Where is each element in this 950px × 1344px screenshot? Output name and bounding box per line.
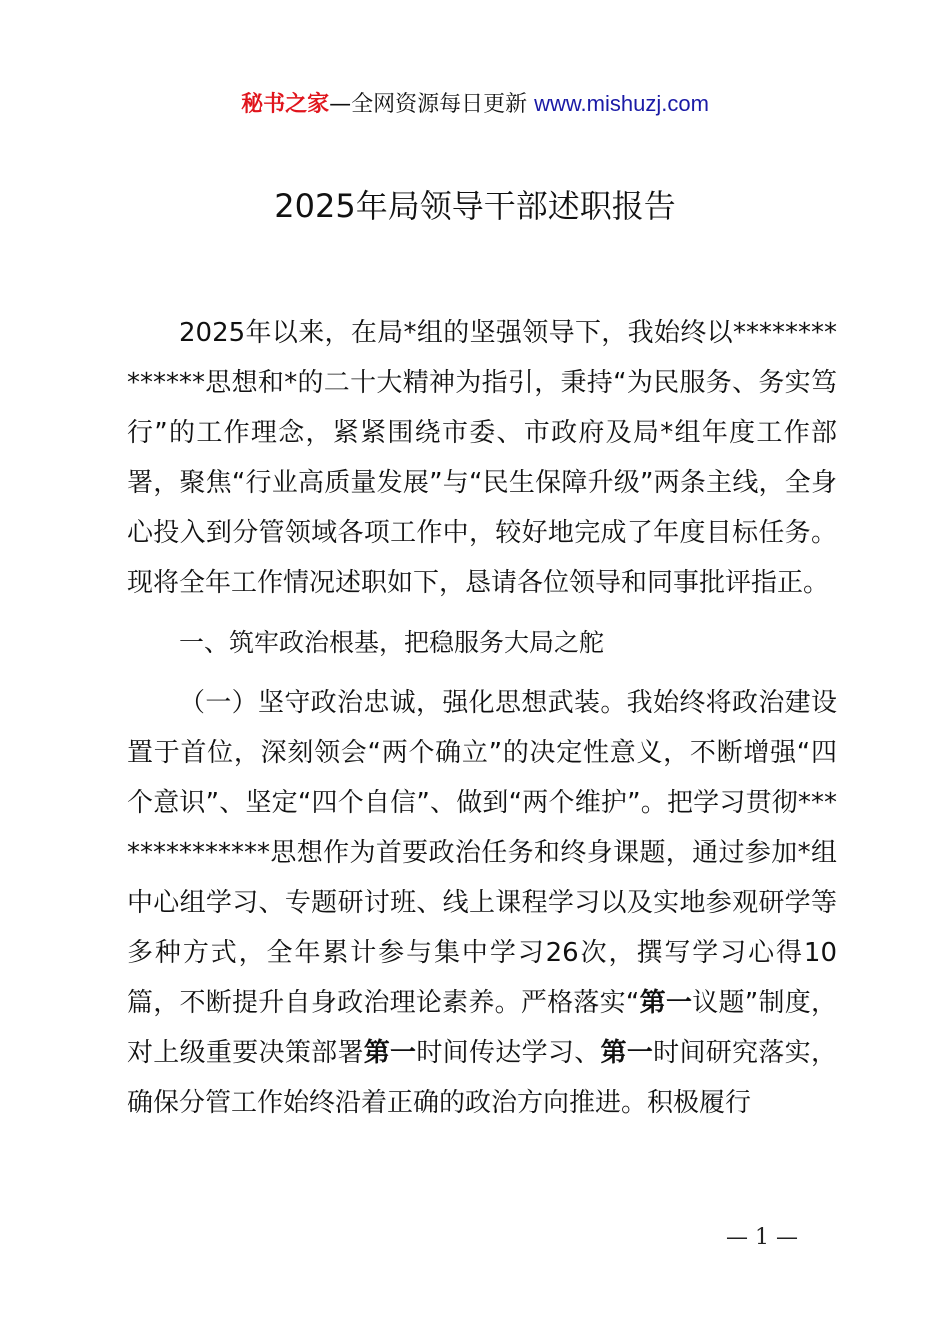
page-number: — 1 — (726, 1225, 798, 1250)
section-paragraph (127, 678, 837, 1128)
paragraph-text: 议题”制度，对上级重要决策部署 (127, 988, 837, 1068)
paragraph-text: 时间传达学习、 (416, 1038, 601, 1068)
bold-emphasis: 第一 (600, 1038, 654, 1068)
section-heading: 一、筑牢政治根基，把稳服务大局之舵 (179, 628, 605, 657)
site-url-link[interactable]: www.mishuzj.com (534, 91, 709, 116)
document-body (127, 308, 837, 1128)
brand-name: 秘书之家 (241, 92, 330, 117)
bold-emphasis: 第一 (363, 1038, 417, 1068)
bold-emphasis: 第一 (639, 988, 693, 1018)
site-banner (0, 88, 950, 121)
paragraph-text: （一）坚守政治忠诚，强化思想武装。我始终将政治建设置于首位，深刻领会“两个确立”的决定性意义，不断增强“四个意识”、坚定“四个自信”、做到“两个维护”。把学习贯彻**************思想作为首要政治任务和终身课题，通过参加*组中心组学习、专题研讨班、线上课程学习以及实地参观研学等多种方式，全年累计参与集中学习26次，撰写学习心得10篇，不断提升自身政治理论素养。严格落实“ (127, 688, 837, 1018)
document-title: 2025年局领导干部述职报告 (274, 187, 676, 225)
intro-paragraph: 2025年以来，在局*组的坚强领导下，我始终以**************思想和*的二十大精神为指引，秉持“为民服务、务实笃行”的工作理念，紧紧围绕市委、市政府及局*组年度工作部署，聚焦“行业高质量发展”与“民生保障升级”两条主线，全身心投入到分管领域各项工作中，较好地完成了年度目标任务。现将全年工作情况述职如下，恳请各位领导和同事批评指正。 (127, 318, 837, 598)
paragraph-text: 时间研究落实，确保分管工作始终沿着正确的政治方向推进。积极履行 (127, 1038, 837, 1118)
banner-tagline: —全网资源每日更新 (329, 92, 535, 117)
